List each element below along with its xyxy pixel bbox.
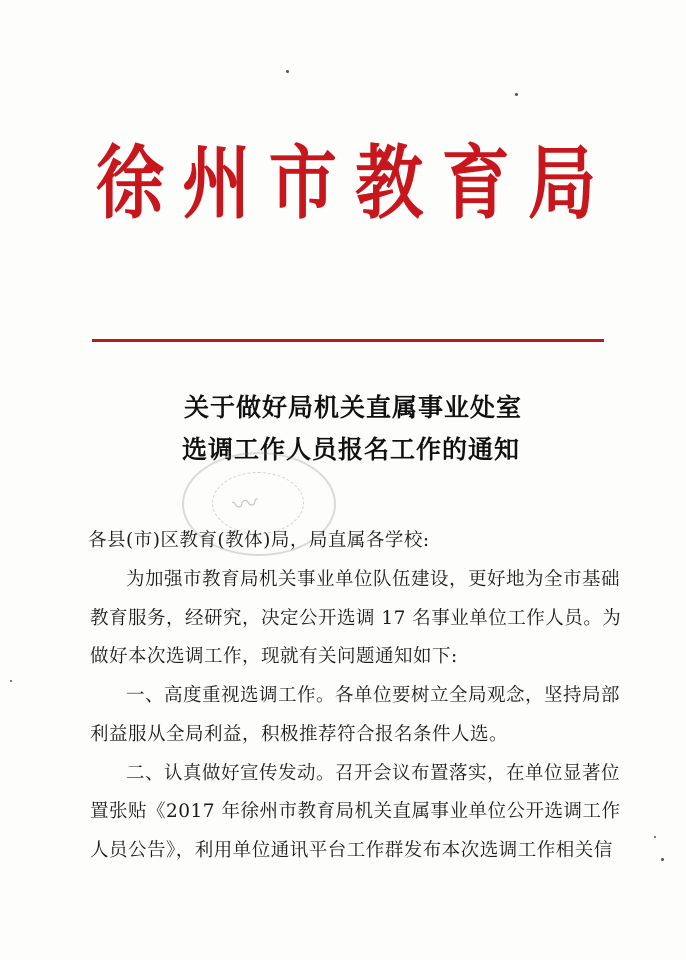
document-title-line-2: 选调工作人员报名工作的通知	[181, 435, 520, 464]
body-line: 二、认真做好宣传发动。召开会议布置落实，在单位显著位	[126, 763, 621, 784]
letterhead-char: 徐	[96, 136, 165, 232]
scan-speck	[661, 858, 664, 861]
scan-speck	[10, 680, 12, 682]
scan-speck	[654, 836, 656, 838]
letterhead-char: 育	[441, 136, 510, 232]
body-line: 利益服从全局利益，积极推荐符合报名条件人选。	[90, 724, 509, 745]
body-line: 置张贴《2017 年徐州市教育局机关直属事业单位公开选调工作	[90, 801, 621, 822]
scan-speck	[515, 93, 518, 96]
letterhead-char: 教	[355, 136, 424, 232]
salutation: 各县(市)区教育(教体)局，局直属各学校:	[88, 530, 430, 551]
body-line: 为加强市教育局机关事业单位队伍建设，更好地为全市基础	[126, 569, 621, 590]
body-line: 人员公告》，利用单位通讯平台工作群发布本次选调工作相关信	[90, 840, 613, 861]
stamp-mark-icon: 〰	[230, 488, 261, 522]
body-line: 教育服务，经研究，决定公开选调 17 名事业单位工作人员。为	[90, 608, 622, 629]
letterhead-char: 市	[268, 136, 337, 232]
letterhead-char: 局	[527, 136, 596, 232]
letterhead-char: 州	[182, 136, 251, 232]
document-title-line-1: 关于做好局机关直属事业处室	[183, 393, 522, 422]
letterhead-divider	[92, 339, 604, 342]
scan-speck	[286, 70, 289, 73]
body-line: 做好本次选调工作，现就有关问题通知如下:	[90, 646, 458, 667]
body-line: 一、高度重视选调工作。各单位要树立全局观念，坚持局部	[126, 685, 621, 706]
letterhead-title	[96, 136, 596, 232]
